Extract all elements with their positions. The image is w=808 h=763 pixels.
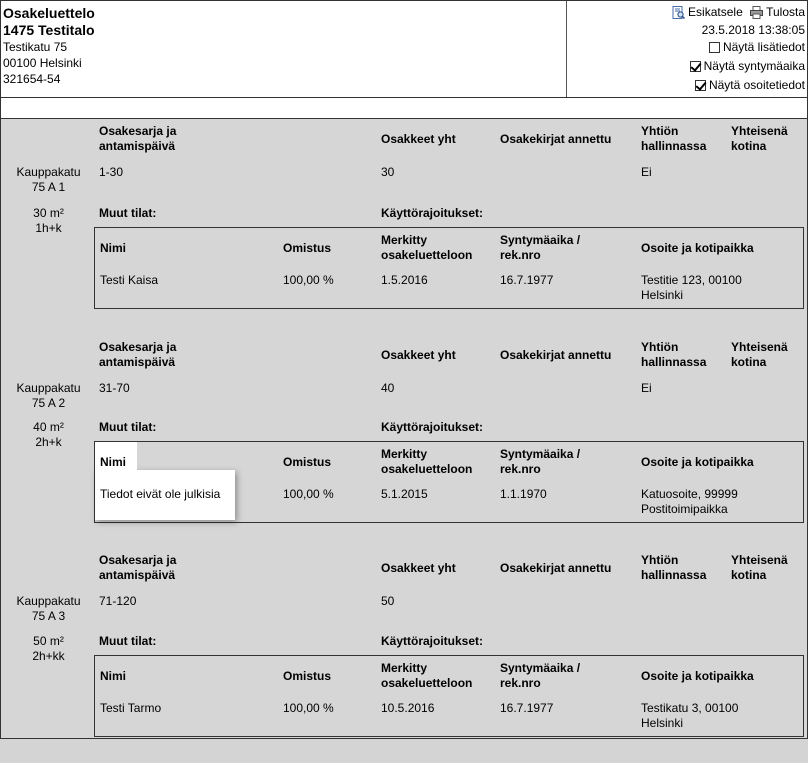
- owner-name-header: Nimi: [100, 669, 127, 683]
- company-managed-line1: Yhtiön: [641, 553, 679, 567]
- series-header-line2: antamispäivä: [99, 139, 176, 153]
- owner-address-line1: Testitie 123, 00100: [641, 273, 742, 287]
- other-spaces-label: Muut tilat:: [99, 634, 157, 648]
- company-managed-line2: hallinnassa: [641, 355, 707, 369]
- company-managed-line1: Yhtiön: [641, 340, 679, 354]
- joint-home-line2: kotina: [731, 139, 767, 153]
- shares-total-header: Osakkeet yht: [381, 132, 456, 146]
- owner-address-line2: Helsinki: [641, 288, 684, 302]
- address-header: Osoite ja kotipaikka: [641, 241, 754, 255]
- owner-address-line2: Helsinki: [641, 716, 684, 730]
- series-header-line2: antamispäivä: [99, 568, 176, 582]
- preview-icon: [672, 6, 685, 19]
- usage-restrictions-label: Käyttörajoitukset:: [381, 634, 484, 648]
- unit-section: [1, 119, 807, 333]
- address-header: Osoite ja kotipaikka: [641, 669, 754, 683]
- unit-apartment: 75 A 2: [31, 396, 66, 410]
- owner-address: [641, 487, 738, 517]
- certs-issued-header: Osakekirjat annettu: [500, 348, 612, 362]
- birth-header-line1: Syntymäaika /: [500, 447, 581, 461]
- joint-home-line1: Yhteisenä: [731, 553, 788, 567]
- checkbox-show-address[interactable]: [695, 80, 706, 91]
- series-header-line2: antamispäivä: [99, 355, 176, 369]
- company-managed-header: [641, 553, 706, 583]
- report-header: [1, 1, 807, 98]
- registered-header: [381, 661, 472, 691]
- registered-header: [381, 233, 472, 263]
- unit-size: [1, 206, 96, 236]
- owner-address: [641, 701, 738, 731]
- series-header: [99, 553, 176, 583]
- ownership-header: Omistus: [283, 455, 332, 469]
- owner-name-header: Nimi: [100, 455, 127, 469]
- company-postal: 00100 Helsinki: [3, 56, 82, 70]
- registered-header-line2: osakeluetteloon: [381, 462, 473, 476]
- birth-header: [500, 447, 580, 477]
- unit-size: [1, 634, 96, 664]
- series-header-line1: Osakesarja ja: [99, 340, 177, 354]
- checkbox-show-extra[interactable]: [709, 42, 720, 53]
- owner-registered: 5.1.2015: [381, 487, 428, 501]
- owner-address-line1: Testikatu 3, 00100: [641, 701, 739, 715]
- option-show-address-label: Näytä osoitetiedot: [708, 77, 805, 92]
- registered-header-line2: osakeluetteloon: [381, 676, 473, 690]
- certs-issued-header: Osakekirjat annettu: [500, 561, 612, 575]
- birth-header-line1: Syntymäaika /: [500, 661, 581, 675]
- shares-total-value: 30: [381, 165, 395, 179]
- checkbox-show-birth[interactable]: [690, 61, 701, 72]
- unit-apartment: 75 A 1: [31, 180, 66, 194]
- company-name: 1475 Testitalo: [3, 22, 95, 38]
- owner-name: Testi Tarmo: [100, 701, 162, 715]
- owner-birth: 16.7.1977: [500, 701, 554, 715]
- company-managed-line1: Yhtiön: [641, 124, 679, 138]
- joint-home-line2: kotina: [731, 568, 767, 582]
- unit-rooms: 2h+kk: [32, 649, 65, 663]
- header-spacer-band: [1, 98, 807, 119]
- registered-header-line1: Merkitty: [381, 661, 428, 675]
- owner-table: [94, 655, 804, 737]
- option-show-extra-label: Näytä lisätiedot: [722, 39, 805, 54]
- owner-table: [94, 441, 804, 523]
- unit-section: [1, 335, 807, 549]
- owner-name: Tiedot eivät ole julkisia: [100, 487, 221, 501]
- owner-registered: 10.5.2016: [381, 701, 435, 715]
- registered-header-line1: Merkitty: [381, 447, 428, 461]
- owner-birth: 16.7.1977: [500, 273, 554, 287]
- ownership-header: Omistus: [283, 241, 332, 255]
- unit-street: Kauppakatu: [16, 165, 81, 179]
- owner-ownership: 100,00 %: [283, 487, 334, 501]
- joint-home-header: [731, 124, 788, 154]
- option-show-extra[interactable]: [668, 38, 805, 57]
- registered-header: [381, 447, 472, 477]
- report-title: Osakeluettelo: [3, 5, 95, 21]
- owner-ownership: 100,00 %: [283, 273, 334, 287]
- ownership-header: Omistus: [283, 669, 332, 683]
- unit-street: Kauppakatu: [16, 594, 81, 608]
- share-series-value: 1-30: [99, 165, 124, 179]
- birth-header: [500, 233, 580, 263]
- birth-header: [500, 661, 580, 691]
- print-label: Tulosta: [766, 5, 805, 19]
- registered-header-line1: Merkitty: [381, 233, 428, 247]
- birth-header-line2: rek.nro: [500, 462, 541, 476]
- address-header: Osoite ja kotipaikka: [641, 455, 754, 469]
- unit-rooms: 1h+k: [35, 221, 62, 235]
- owner-birth: 1.1.1970: [500, 487, 547, 501]
- preview-label: Esikatsele: [688, 5, 743, 19]
- owner-address-line2: Postitoimipaikka: [641, 502, 728, 516]
- report-tools: [668, 4, 805, 95]
- header-divider: [566, 1, 567, 97]
- registered-header-line2: osakeluetteloon: [381, 248, 473, 262]
- company-managed-header: [641, 124, 706, 154]
- birth-header-line2: rek.nro: [500, 248, 541, 262]
- other-spaces-label: Muut tilat:: [99, 420, 157, 434]
- joint-home-header: [731, 340, 788, 370]
- printer-icon: [750, 6, 763, 19]
- usage-restrictions-label: Käyttörajoitukset:: [381, 420, 484, 434]
- unit-section: [1, 549, 807, 763]
- share-series-value: 31-70: [99, 381, 130, 395]
- company-street: Testikatu 75: [3, 40, 68, 54]
- company-managed-value: Ei: [641, 381, 652, 395]
- owner-table: [94, 227, 804, 309]
- unit-rooms: 2h+k: [35, 435, 62, 449]
- joint-home-line1: Yhteisenä: [731, 124, 788, 138]
- company-managed-line2: hallinnassa: [641, 139, 707, 153]
- business-id: 321654-54: [3, 72, 61, 86]
- birth-header-line2: rek.nro: [500, 676, 541, 690]
- other-spaces-label: Muut tilat:: [99, 206, 157, 220]
- unit-apartment: 75 A 3: [31, 609, 66, 623]
- preview-button[interactable]: [672, 4, 743, 20]
- print-button[interactable]: [750, 4, 805, 20]
- share-series-value: 71-120: [99, 594, 137, 608]
- shares-total-header: Osakkeet yht: [381, 561, 456, 575]
- unit-identifier: [1, 381, 96, 411]
- company-info: [3, 5, 95, 87]
- series-header: [99, 124, 176, 154]
- unit-street: Kauppakatu: [16, 381, 81, 395]
- birth-header-line1: Syntymäaika /: [500, 233, 581, 247]
- unit-identifier: [1, 594, 96, 624]
- company-managed-line2: hallinnassa: [641, 568, 707, 582]
- option-show-birth[interactable]: [668, 57, 805, 76]
- owner-name-header: Nimi: [100, 241, 127, 255]
- owner-address: [641, 273, 742, 303]
- company-managed-header: [641, 340, 706, 370]
- unit-area: 30 m²: [33, 206, 64, 220]
- unit-area: 50 m²: [33, 634, 64, 648]
- series-header-line1: Osakesarja ja: [99, 553, 177, 567]
- option-show-birth-label: Näytä syntymäaika: [703, 58, 805, 73]
- owner-address-line1: Katuosoite, 99999: [641, 487, 738, 501]
- shares-total-value: 40: [381, 381, 395, 395]
- company-managed-value: Ei: [641, 165, 652, 179]
- unit-identifier: [1, 165, 96, 195]
- owner-name: Testi Kaisa: [100, 273, 159, 287]
- unit-area: 40 m²: [33, 420, 64, 434]
- owner-ownership: 100,00 %: [283, 701, 334, 715]
- option-show-address[interactable]: [668, 76, 805, 95]
- series-header: [99, 340, 176, 370]
- shares-total-value: 50: [381, 594, 395, 608]
- usage-restrictions-label: Käyttörajoitukset:: [381, 206, 484, 220]
- shares-total-header: Osakkeet yht: [381, 348, 456, 362]
- owner-registered: 1.5.2016: [381, 273, 428, 287]
- series-header-line1: Osakesarja ja: [99, 124, 177, 138]
- certs-issued-header: Osakekirjat annettu: [500, 132, 612, 146]
- report-datetime: 23.5.2018 13:38:05: [701, 22, 805, 37]
- unit-size: [1, 420, 96, 450]
- joint-home-line2: kotina: [731, 355, 767, 369]
- joint-home-header: [731, 553, 788, 583]
- joint-home-line1: Yhteisenä: [731, 340, 788, 354]
